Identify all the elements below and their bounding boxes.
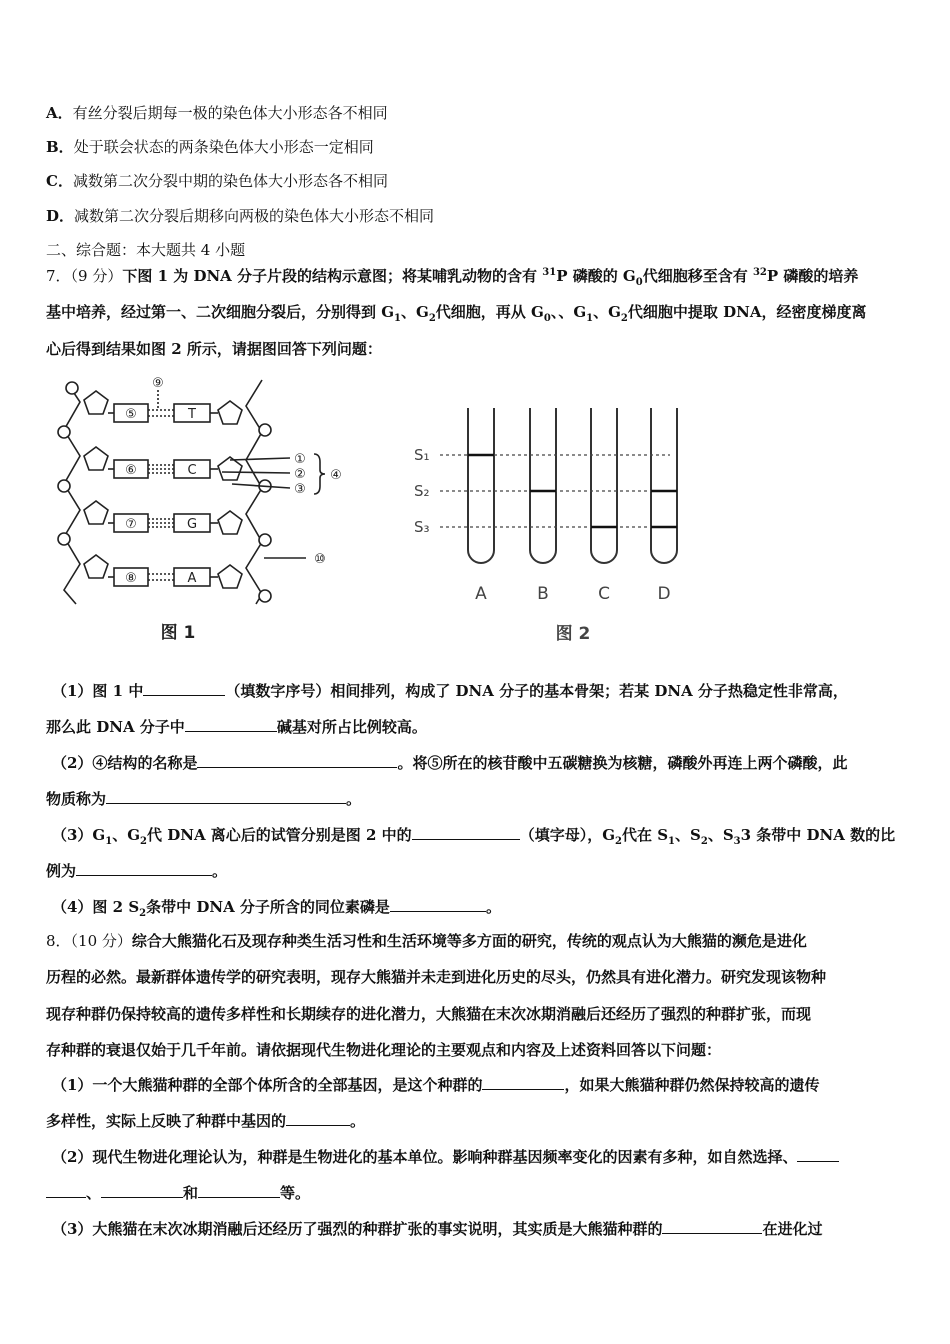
fig1-caption: 图 1	[160, 623, 196, 643]
q7-sub1-line1: （1）图 1 中 （填数字序号）相间排列，构成了 DNA 分子的基本骨架；若某 DNA 分子热稳定性非常高，	[52, 682, 848, 700]
label-1: ①	[294, 452, 306, 467]
label-10: ⑩	[314, 552, 326, 567]
option-a: A．有丝分裂后期每一极的染色体大小形态各不相同	[46, 104, 388, 122]
base-left-3: ⑦	[125, 517, 137, 532]
label-2: ②	[294, 467, 306, 482]
q8-sub2-line1: （2）现代生物进化理论认为，种群是生物进化的基本单位。影响种群基因频率变化的因素有多种，如自然选择、	[52, 1147, 839, 1167]
q8-sub2-line2: 、 和 等。	[46, 1183, 310, 1203]
q8-line3: 现存种群仍保持较高的遗传多样性和长期续存的进化潜力，大熊猫在末次冰期消融后还经历了强烈的种群扩张，而现	[46, 1005, 812, 1023]
base-right-3: G	[186, 517, 198, 532]
q7-line1: 7．（9 分）下图 1 为 DNA 分子片段的结构示意图；将某哺乳动物的含有 $^{31}$P 磷酸的 $G_0$代细胞移至含有 $^{32}$P 磷酸的培养	[46, 267, 859, 288]
q8-line4: 存种群的衰退仅始于几千年前。请依据现代生物进化理论的主要观点和内容及上述资料回答以下问题：	[46, 1041, 722, 1059]
base-right-4: A	[187, 571, 197, 586]
q8-sub1-line1: （1）一个大熊猫种群的全部个体所含的全部基因，是这个种群的 ，如果大熊猫种群仍然保持较高的遗传	[52, 1076, 820, 1094]
q7-line3: 心后得到结果如图 2 所示，请据图回答下列问题：	[46, 340, 382, 358]
base-right-2: C	[187, 463, 197, 478]
base-left-1: ⑤	[125, 407, 137, 422]
base-right-1: T	[188, 407, 196, 422]
section-heading: 二、综合题：本大题共 4 小题	[46, 241, 246, 259]
option-b: B．处于联会状态的两条染色体大小形态一定相同	[46, 138, 374, 156]
q8-line2: 历程的必然。最新群体遗传学的研究表明，现存大熊猫并未走到进化历史的尽头，仍然具有进化潜力。研究发现该物种	[46, 968, 827, 986]
band-s1: S₁	[414, 446, 430, 464]
q7-sub1-line2: 那么此 DNA 分子中 碱基对所占比例较高。	[46, 718, 427, 736]
label-9: ⑨	[152, 376, 164, 391]
option-d: D．减数第二次分裂后期移向两极的染色体大小形态不相同	[46, 207, 435, 225]
q7-line2: 基中培养，经过第一、二次细胞分裂后，分别得到 $G_1$、$G_2$代细胞，再从 $G_0$、、$G_1$、$G_2$代细胞中提取 DNA，经密度梯度离	[46, 303, 867, 324]
figure-2	[410, 400, 700, 650]
q8-sub1-line2: 多样性，实际上反映了种群中基因的 。	[46, 1112, 366, 1130]
base-left-2: ⑥	[125, 463, 137, 478]
label-4: ④	[330, 468, 342, 483]
option-c: C．减数第二次分裂中期的染色体大小形态各不相同	[46, 172, 388, 190]
tube-b: B	[537, 584, 549, 604]
band-s3: S₃	[414, 518, 430, 536]
tube-a: A	[475, 584, 487, 604]
base-left-4: ⑧	[125, 571, 137, 586]
q8-sub3-line1: （3）大熊猫在末次冰期消融后还经历了强烈的种群扩张的事实说明，其实质是大熊猫种群的 在进化过	[52, 1220, 823, 1238]
figure-1	[50, 372, 360, 647]
tube-c: C	[598, 584, 610, 604]
q8-line1: 8．（10 分）综合大熊猫化石及现存种类生活习性和生活环境等多方面的研究，传统的观点认为大熊猫的濒危是进化	[46, 932, 807, 950]
q7-sub3-line2: 例为 。	[46, 862, 228, 880]
q7-sub4: （4）图 2 $S_2$条带中 DNA 分子所含的同位素磷是 。	[52, 898, 501, 919]
label-3: ③	[294, 482, 306, 497]
q7-sub3-line1: $(3)G_1$、$G_2$代 DNA 离心后的试管分别是图 2 中的 （填字母），$G_2$代在 $S_1$、$S_2$、$S_33$ 条带中 DNA 数的比	[52, 826, 896, 847]
q7-sub2-line1: （2）④结构的名称是 。将⑤所在的核苷酸中五碳糖换为核糖，磷酸外再连上两个磷酸，此	[52, 754, 848, 772]
q7-sub2-line2: 物质称为 。	[46, 790, 362, 808]
tube-d: D	[657, 584, 671, 604]
fig2-caption: 图 2	[555, 624, 591, 644]
band-s2: S₂	[414, 482, 430, 500]
